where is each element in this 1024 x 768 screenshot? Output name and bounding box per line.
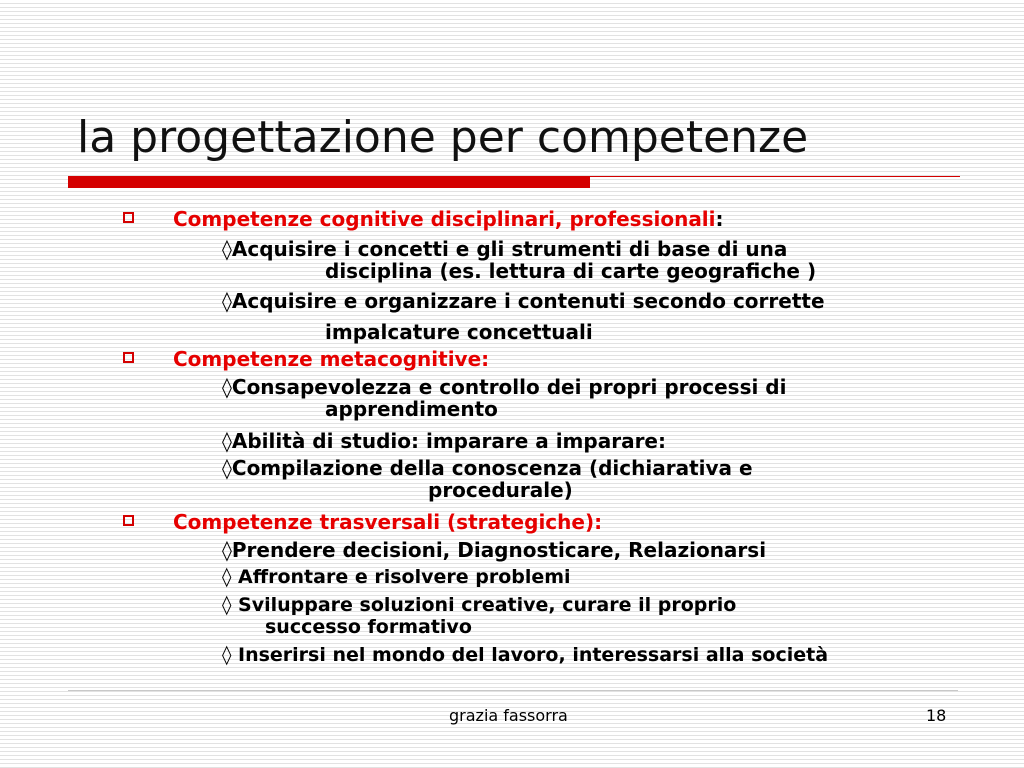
- diamond-icon: ◊: [222, 456, 232, 480]
- diamond-icon: ◊: [222, 566, 232, 588]
- list-item: [222, 594, 736, 638]
- section-heading-text: Competenze cognitive disciplinari, professionali: [173, 207, 716, 231]
- hollow-square-icon: [123, 515, 134, 526]
- hollow-square-icon: [123, 212, 134, 223]
- list-item-text: Acquisire e organizzare i contenuti secondo corrette: [231, 289, 825, 313]
- list-item: [222, 376, 786, 420]
- list-item-continuation: impalcature concettuali: [325, 320, 593, 344]
- list-item-text: Acquisire i concetti e gli strumenti di base di una: [231, 237, 788, 261]
- list-item-text: Affrontare e risolvere problemi: [231, 566, 571, 588]
- list-item: [222, 644, 828, 666]
- hollow-square-icon: [123, 352, 134, 363]
- list-item: [222, 238, 816, 282]
- list-item: [222, 457, 753, 501]
- list-item: [222, 539, 766, 561]
- footer-author: grazia fassorra: [449, 706, 568, 725]
- list-item-text: Sviluppare soluzioni creative, curare il proprio: [231, 594, 737, 616]
- diamond-icon: ◊: [222, 375, 232, 399]
- list-item-text: Compilazione della conoscenza (dichiarativa e: [231, 456, 753, 480]
- slide-title: la progettazione per competenze: [77, 112, 809, 163]
- list-item-text: Consapevolezza e controllo dei propri processi di: [231, 375, 787, 399]
- page-number: 18: [926, 706, 947, 725]
- diamond-icon: ◊: [222, 237, 232, 261]
- footer-divider: [68, 690, 958, 691]
- list-item: [222, 566, 571, 588]
- diamond-icon: ◊: [222, 594, 232, 616]
- diamond-icon: ◊: [222, 289, 232, 313]
- diamond-icon: ◊: [222, 538, 232, 562]
- list-item-continuation: successo formativo: [265, 616, 472, 638]
- section-heading-text: Competenze metacognitive:: [173, 347, 490, 371]
- list-item-text: Abilità di studio: imparare a imparare:: [231, 429, 666, 453]
- list-item: [222, 290, 825, 343]
- diamond-icon: ◊: [222, 644, 232, 666]
- section-heading-text: Competenze trasversali (strategiche):: [173, 510, 603, 534]
- list-item-continuation: procedurale): [428, 478, 573, 502]
- list-item-continuation: apprendimento: [325, 397, 498, 421]
- list-item: [222, 430, 666, 452]
- diamond-icon: ◊: [222, 429, 232, 453]
- list-item-text: Prendere decisioni, Diagnosticare, Relazionarsi: [231, 538, 767, 562]
- section-heading-colon: :: [715, 207, 724, 231]
- list-item-text: Inserirsi nel mondo del lavoro, interessarsi alla società: [231, 644, 829, 666]
- list-item-continuation: disciplina (es. lettura di carte geografiche ): [325, 259, 817, 283]
